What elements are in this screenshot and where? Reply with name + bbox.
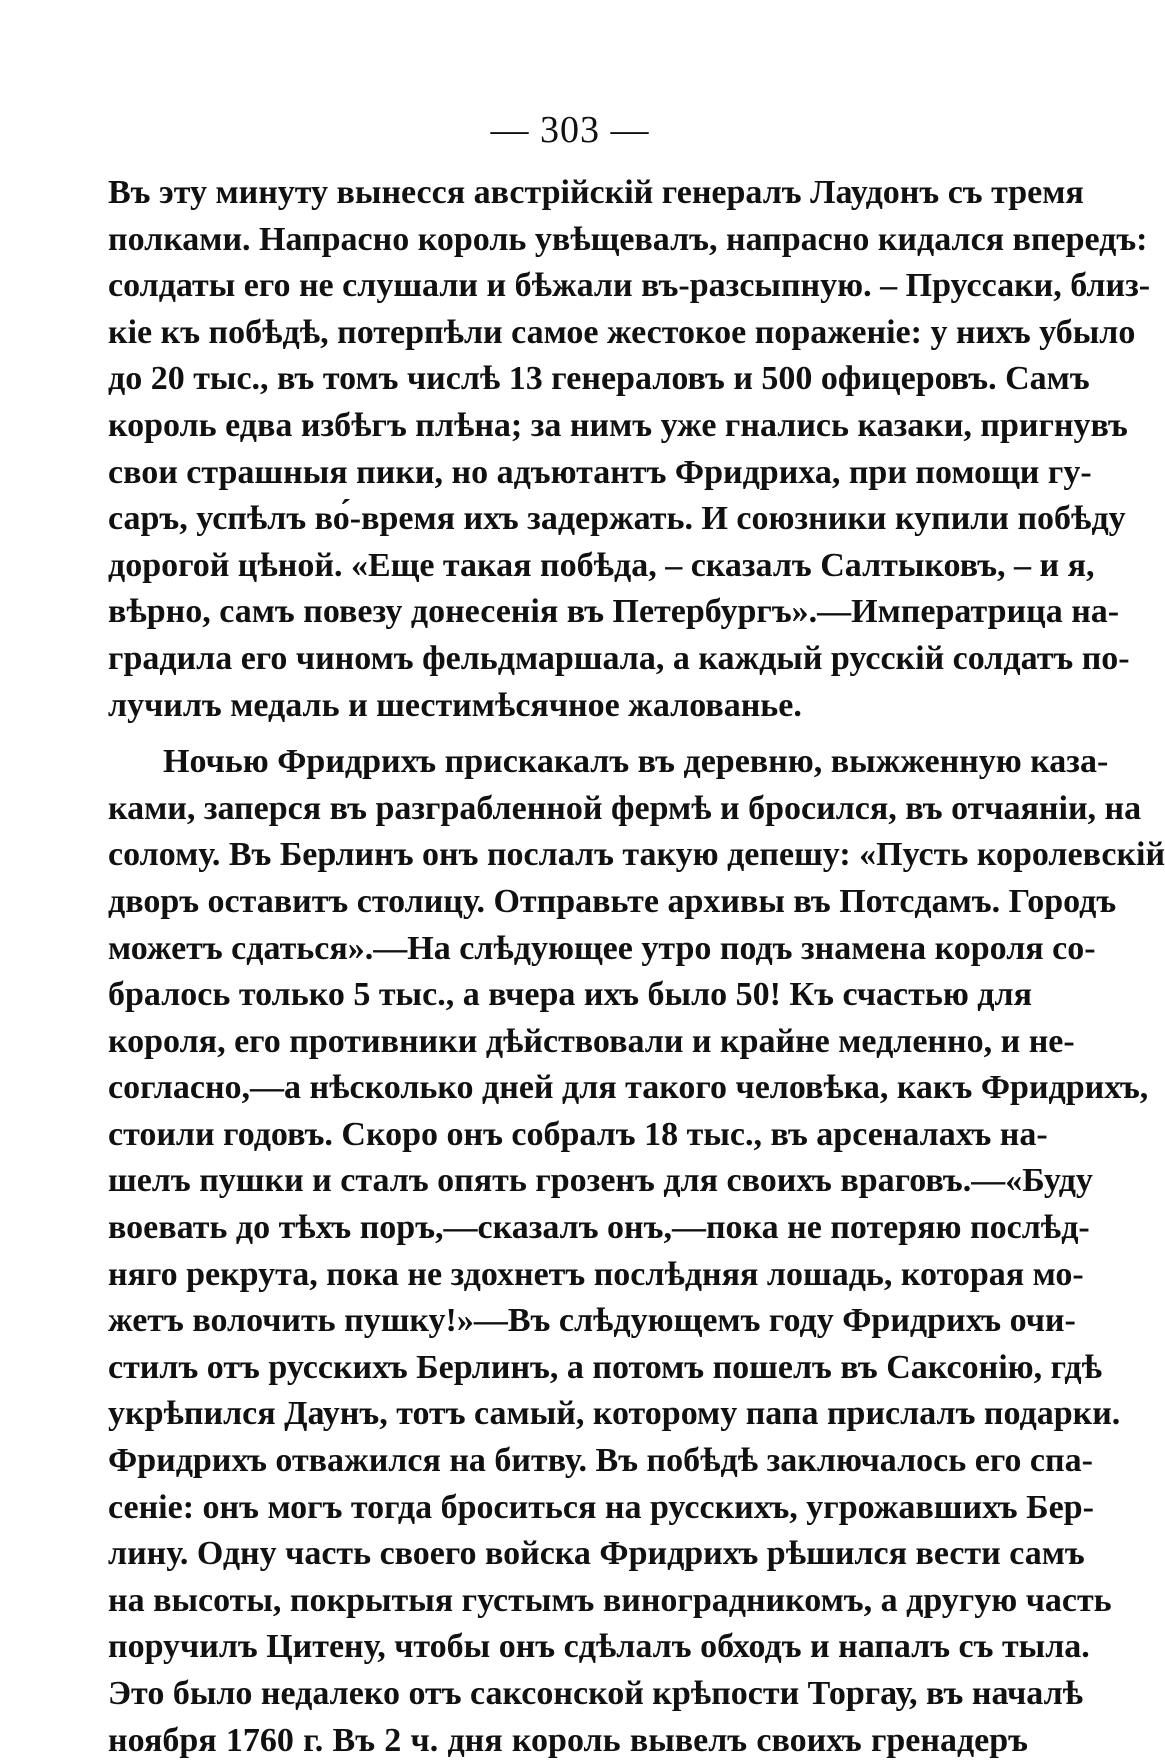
body-text xyxy=(108,170,1165,1764)
text-line: ками, заперся въ разграбленной фермѣ и бросился, въ отчаяніи, на xyxy=(108,789,1142,827)
paragraph-gap xyxy=(108,729,1028,739)
text-line: воевать до тѣхъ поръ,—сказалъ онъ,—пока не потеряю послѣд- xyxy=(108,1209,1090,1247)
text-line: бралось только 5 тыс., а вчера ихъ было 50! Къ счастью для xyxy=(108,976,1032,1014)
paragraph-1 xyxy=(108,170,1151,729)
text-line: шелъ пушки и сталъ опять грозенъ для своихъ враговъ.—«Буду xyxy=(108,1162,1093,1200)
text-line: ноября 1760 г. Въ 2 ч. дня король вывелъ своихъ гренадеръ xyxy=(108,1721,1028,1759)
text-line: стоили годовъ. Скоро онъ собралъ 18 тыс., въ арсеналахъ на- xyxy=(108,1115,1048,1153)
text-line: солому. Въ Берлинъ онъ послалъ такую депешу: «Пусть королевскій xyxy=(108,836,1165,874)
text-line: лучилъ медаль и шестимѣсячное жалованье. xyxy=(108,686,802,724)
text-line: укрѣпился Даунъ, тотъ самый, которому папа прислалъ подарки. xyxy=(108,1395,1121,1433)
text-line: лину. Одну часть своего войска Фридрихъ рѣшился вести самъ xyxy=(108,1535,1085,1573)
text-line: вѣрно, самъ повезу донесенія въ Петербургъ».—Императрица на- xyxy=(108,593,1120,631)
text-line: поручилъ Цитену, чтобы онъ сдѣлалъ обходъ и напалъ съ тыла. xyxy=(108,1628,1090,1666)
text-line: короля, его противники дѣйствовали и крайне медленно, и не- xyxy=(108,1022,1075,1060)
paragraph-2 xyxy=(108,739,1165,1764)
text-line: дорогой цѣной. «Еще такая побѣда, – сказалъ Салтыковъ, – и я, xyxy=(108,546,1095,584)
text-line: Ночью Фридрихъ прискакалъ въ деревню, выжженную каза- xyxy=(163,743,1109,781)
text-line: дворъ оставитъ столицу. Отправьте архивы въ Потсдамъ. Городъ xyxy=(108,882,1117,920)
text-line: солдаты его не слушали и бѣжали въ-разсыпную. – Пруссаки, близ- xyxy=(108,267,1151,305)
text-line: стилъ отъ русскихъ Берлинъ, а потомъ пошелъ въ Саксонію, гдѣ xyxy=(108,1348,1102,1386)
text-line: Въ эту минуту вынесся австрійскій генералъ Лаудонъ съ тремя xyxy=(108,174,1084,211)
text-line: можетъ сдаться».—На слѣдующее утро подъ знамена короля со- xyxy=(108,929,1096,967)
text-line: няго рекрута, пока не здохнетъ послѣдняя лошадь, которая мо- xyxy=(108,1255,1084,1293)
text-line: Это было недалеко отъ саксонской крѣпости Торгау, въ началѣ xyxy=(108,1675,1084,1712)
text-line: согласно,—а нѣсколько дней для такого человѣка, какъ Фридрихъ, xyxy=(108,1069,1149,1107)
text-line: кіе къ побѣдѣ, потерпѣли самое жестокое пораженіе: у нихъ убыло xyxy=(108,313,1136,351)
text-line: градила его чиномъ фельдмаршала, а каждый русскій солдатъ по- xyxy=(108,639,1130,677)
text-line: Фридрихъ отважился на битву. Въ побѣдѣ заключалось его спа- xyxy=(108,1442,1093,1480)
text-line: король едва избѣгъ плѣна; за нимъ уже гнались казаки, пригнувъ xyxy=(108,406,1128,444)
text-line: полками. Напрасно король увѣщевалъ, напрасно кидался впередъ: xyxy=(108,220,1148,258)
text-line: на высоты, покрытыя густымъ виноградникомъ, а другую часть xyxy=(108,1581,1112,1619)
text-line: жетъ волочить пушку!»—Въ слѣдующемъ году Фридрихъ очи- xyxy=(108,1302,1076,1340)
text-line: саръ, успѣлъ во́-время ихъ задержать. И союзники купили побѣду xyxy=(108,500,1126,538)
page-number: — 303 — xyxy=(490,109,650,151)
text-line: до 20 тыс., въ томъ числѣ 13 генераловъ и 500 офицеровъ. Самъ xyxy=(108,360,1090,398)
text-line: сеніе: онъ могъ тогда броситься на русскихъ, угрожавшихъ Бер- xyxy=(108,1488,1094,1526)
text-line: свои страшныя пики, но адъютантъ Фридриха, при помощи гу- xyxy=(108,453,1092,491)
